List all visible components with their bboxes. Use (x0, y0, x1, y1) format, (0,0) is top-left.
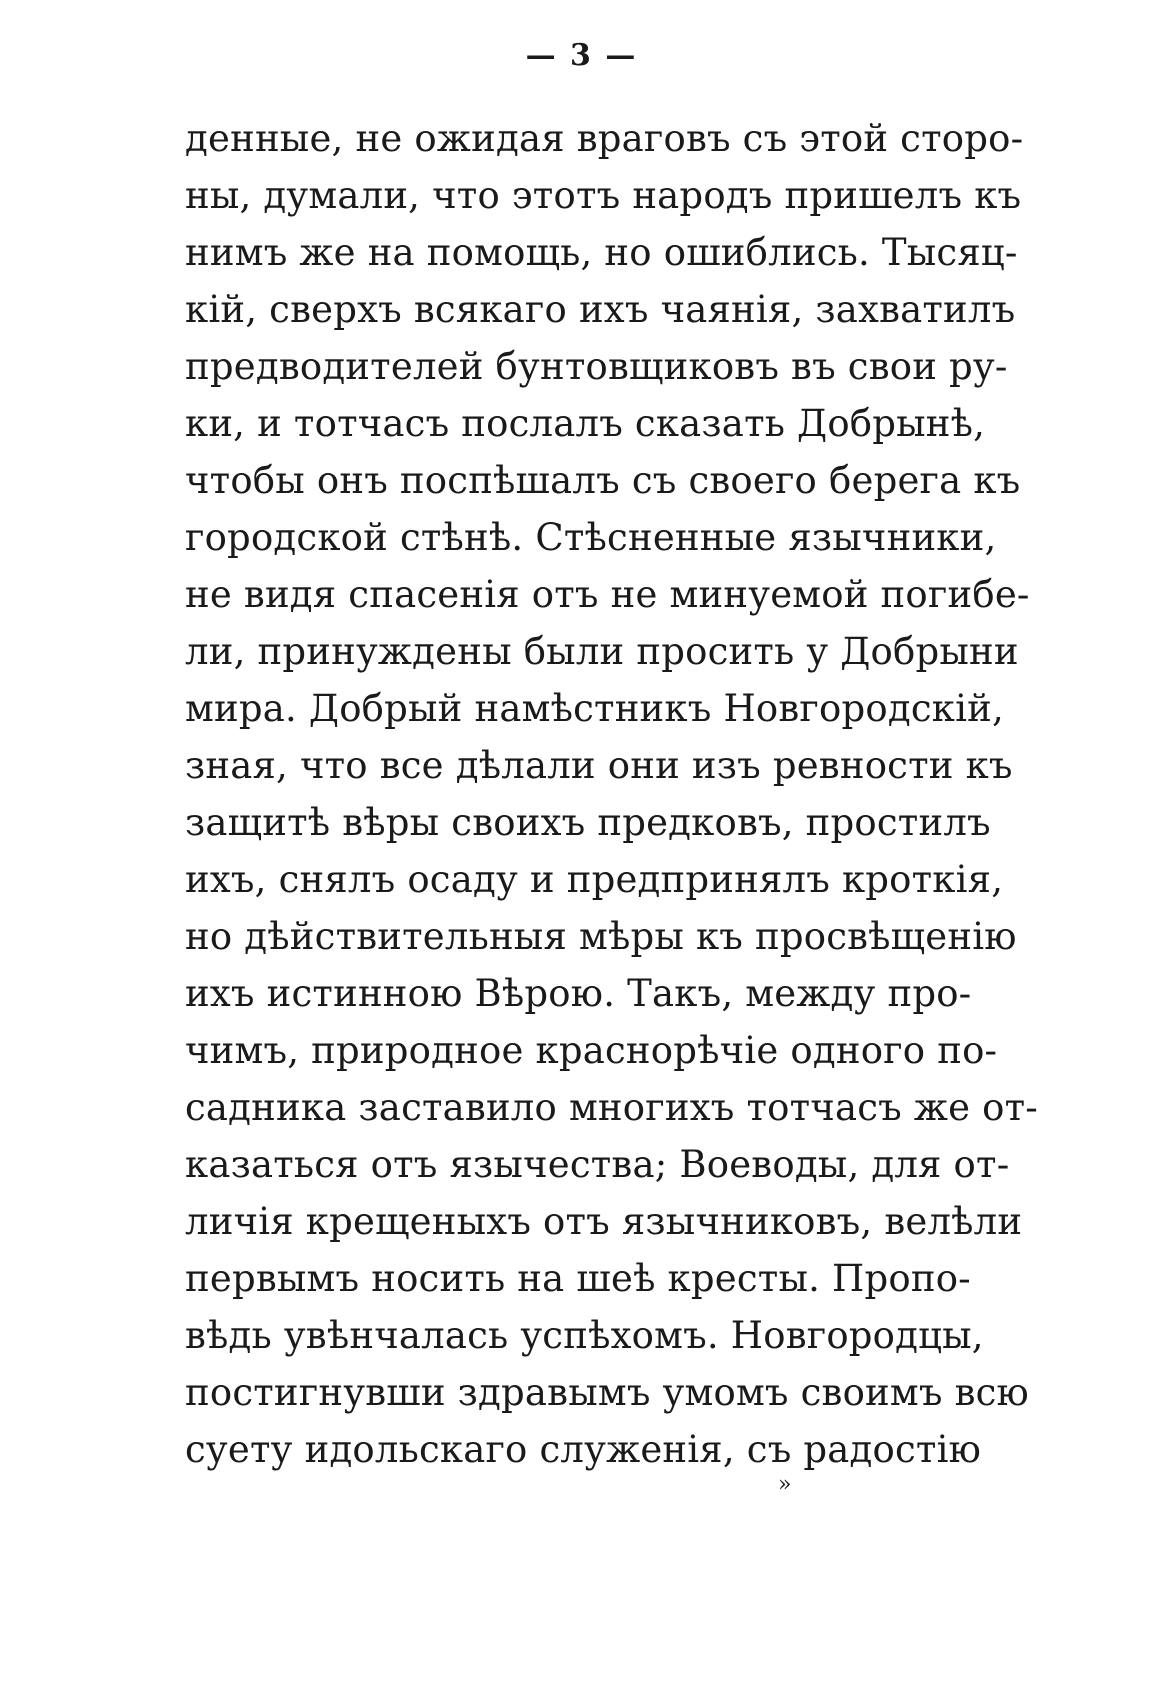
text-line: ки, и тотчасъ послалъ сказать Добрынѣ, (185, 402, 986, 445)
text-line: но дѣйствительныя мѣры къ просвѣщенію (185, 915, 1017, 958)
text-line: предводителей бунтовщиковъ въ свои ру- (185, 345, 1008, 388)
text-line: личія крещеныхъ отъ язычниковъ, велѣли (185, 1200, 1023, 1243)
text-line: вѣдь увѣнчалась успѣхомъ. Новгородцы, (185, 1314, 984, 1357)
text-line: садника заставило многихъ тотчасъ же от- (185, 1086, 1038, 1129)
page-number: — 3 — (525, 38, 638, 73)
text-line: ны, думали, что этотъ народъ пришелъ къ (185, 174, 1022, 217)
text-line: чимъ, природное краснорѣчіе одного по- (185, 1029, 998, 1072)
signature-mark: » (778, 1472, 792, 1497)
text-line: ли, принуждены были просить у Добрыни (185, 630, 1019, 673)
text-line: зная, что все дѣлали они изъ ревности къ (185, 744, 1013, 787)
text-line: защитѣ вѣры своихъ предковъ, простилъ (185, 801, 991, 844)
text-line: чтобы онъ поспѣшалъ съ своего берега къ (185, 459, 1021, 502)
text-line: мира. Добрый намѣстникъ Новгородскій, (185, 687, 1004, 730)
text-line: постигнувши здравымъ умомъ своимъ всю (185, 1371, 1029, 1414)
body-text (185, 110, 1038, 1478)
text-line: ихъ истинною Вѣрою. Такъ, между про- (185, 972, 972, 1015)
text-line: ихъ, снялъ осаду и предпринялъ кроткія, (185, 858, 1004, 901)
text-line: суету идольскаго служенія, съ радостію (185, 1428, 982, 1471)
text-line: казаться отъ язычества; Воеводы, для от- (185, 1143, 1010, 1186)
text-line: нимъ же на помощь, но ошиблись. Тысяц- (185, 231, 1018, 274)
text-line: не видя спасенія отъ не минуемой погибе- (185, 573, 1030, 616)
text-line: первымъ носить на шеѣ кресты. Пропо- (185, 1257, 971, 1300)
text-line: денные, не ожидая враговъ съ этой сторо- (185, 117, 1024, 160)
text-line: кій, сверхъ всякаго ихъ чаянія, захватилъ (185, 288, 1016, 331)
text-line: городской стѣнѣ. Стѣсненные язычники, (185, 516, 997, 559)
